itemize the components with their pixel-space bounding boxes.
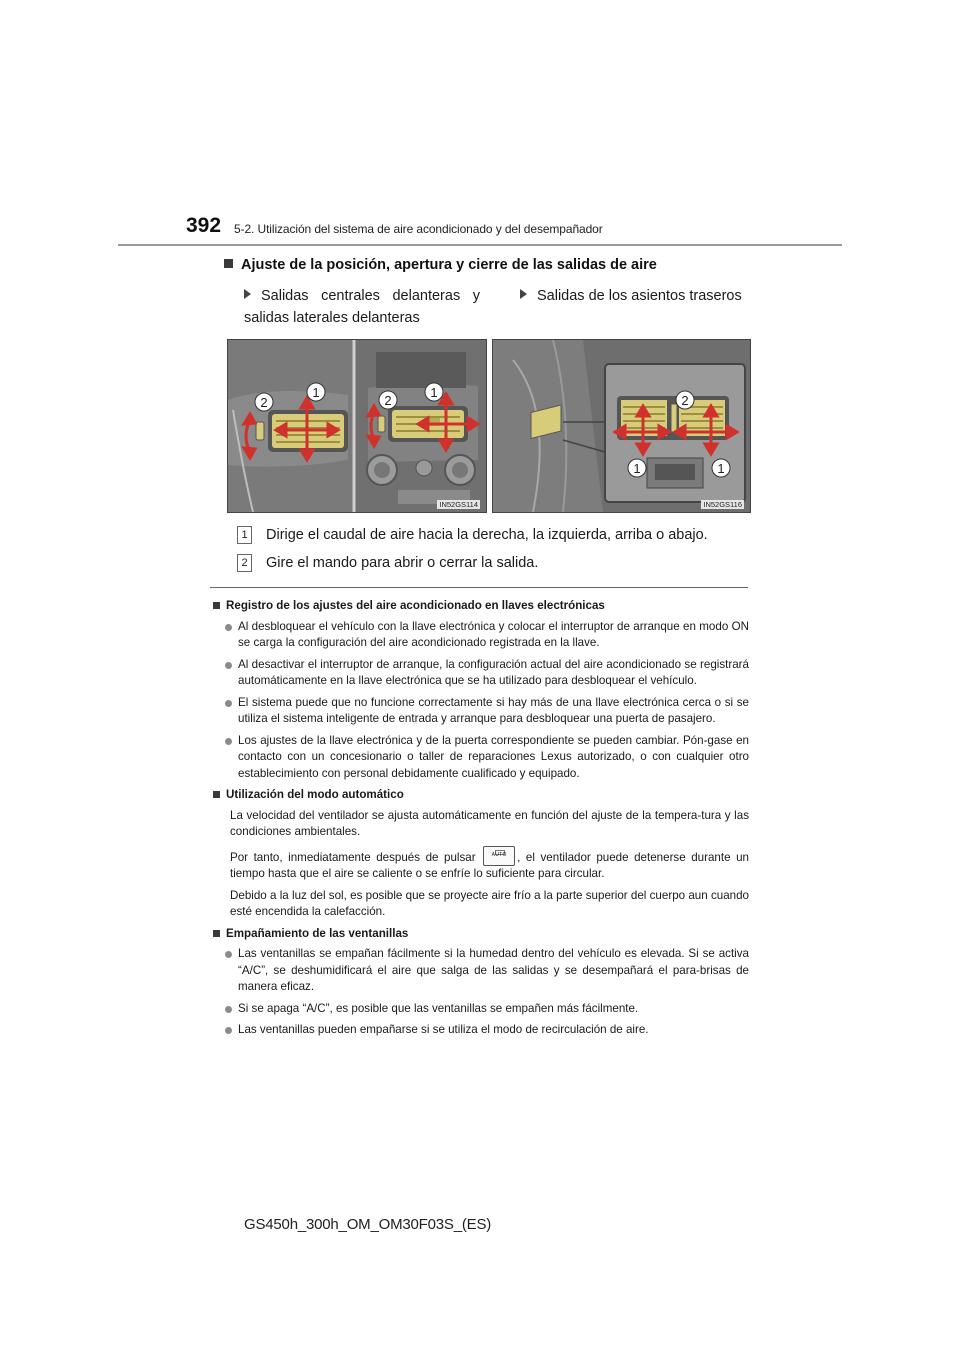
list-item: Al desactivar el interruptor de arranque, la configuración actual del aire acondicionado se registrará automáticamente en la llave electrónica que se ha utilizado para desbloquear el vehículo. bbox=[213, 657, 749, 690]
step-1: 1 Dirige el caudal de aire hacia la derecha, la izquierda, arriba o abajo. bbox=[237, 526, 708, 544]
paragraph: Debido a la luz del sol, es posible que se proyecte aire frío a la parte superior del cuerpo aun cuando esté encendida la calefacción. bbox=[230, 888, 749, 918]
list-item: Las ventanillas pueden empañarse si se utiliza el modo de recirculación de aire. bbox=[213, 1022, 749, 1039]
front-vents-illustration bbox=[227, 339, 487, 513]
step-number: 1 bbox=[237, 526, 252, 544]
notes-divider bbox=[210, 587, 748, 588]
list-item: Si se apaga “A/C”, es posible que las ventanillas se empañen más fácilmente. bbox=[213, 1001, 749, 1018]
callout-1: 1 bbox=[430, 385, 438, 400]
square-bullet-icon bbox=[224, 259, 233, 268]
paragraph: Por tanto, inmediatamente después de pulsar AUTO , el ventilador puede detenerse durante un tiempo hasta que el aire se caliente o se enfríe lo suficiente para circular. bbox=[213, 846, 749, 883]
step-number: 2 bbox=[237, 554, 252, 572]
figure-code: IN52GS114 bbox=[439, 500, 478, 509]
list-item: Las ventanillas se empañan fácilmente si la humedad dentro del vehículo es elevada. Si se activa “A/C”, se deshumidificará el aire que salga de las salidas y se desempañará el para-brisas de manera eficaz. bbox=[213, 946, 749, 996]
callout-1: 1 bbox=[312, 385, 320, 400]
callout-2: 2 bbox=[384, 393, 392, 408]
triangle-bullet-icon bbox=[244, 289, 251, 299]
page-number: 392 bbox=[186, 214, 222, 237]
triangle-bullet-icon bbox=[520, 289, 527, 299]
square-bullet-icon bbox=[213, 930, 220, 937]
subheading-rear-vents: Salidas de los asientos traseros bbox=[520, 285, 760, 307]
chapter-title: 5-2. Utilización del sistema de aire acondicionado y del desempañador bbox=[234, 222, 603, 236]
note-heading-fogging: Empañamiento de las ventanillas bbox=[213, 926, 749, 943]
rear-vents-drawing bbox=[493, 340, 750, 512]
list-item: Los ajustes de la llave electrónica y de la puerta correspondiente se pueden cambiar. Pón-gase en contacto con un concesionario o taller de reparaciones Lexus autorizado, o con cualquier otro establecimiento con personal debidamente cualificado y equipado. bbox=[213, 733, 749, 783]
callout-2: 2 bbox=[681, 393, 689, 408]
note-heading-auto-mode: Utilización del modo automático bbox=[213, 787, 749, 804]
rear-vents-illustration bbox=[492, 339, 751, 513]
manual-code: GS450h_300h_OM_OM30F03S_(ES) bbox=[244, 1216, 492, 1233]
figure-code: IN52GS116 bbox=[703, 500, 742, 509]
note-heading-registro: Registro de los ajustes del aire acondicionado en llaves electrónicas bbox=[213, 598, 749, 615]
square-bullet-icon bbox=[213, 791, 220, 798]
list-item: Al desbloquear el vehículo con la llave electrónica y colocar el interruptor de arranque en modo ON se carga la configuración del aire acondicionado registrada en la llave. bbox=[213, 619, 749, 652]
paragraph: La velocidad del ventilador se ajusta automáticamente en función del ajuste de la tempera-tura y las condiciones ambientales. bbox=[230, 808, 749, 838]
list-item: El sistema puede que no funcione correctamente si hay más de una llave electrónica cerca o si se utiliza el sistema inteligente de entrada y arranque para desbloquear una puerta de pasajero. bbox=[213, 695, 749, 728]
square-bullet-icon bbox=[213, 602, 220, 609]
subheading-front-vents: Salidas centrales delanteras y salidas laterales delanteras bbox=[244, 288, 480, 326]
callout-1: 1 bbox=[717, 461, 725, 476]
front-vents-drawing bbox=[228, 340, 486, 512]
step-2: 2 Gire el mando para abrir o cerrar la salida. bbox=[237, 554, 538, 572]
notes-section bbox=[213, 598, 749, 1044]
header-divider bbox=[118, 244, 842, 246]
section-heading: Ajuste de la posición, apertura y cierre de las salidas de aire bbox=[224, 257, 657, 273]
auto-button-icon: AUTO bbox=[483, 846, 515, 866]
callout-2: 2 bbox=[260, 395, 268, 410]
callout-1: 1 bbox=[633, 461, 641, 476]
